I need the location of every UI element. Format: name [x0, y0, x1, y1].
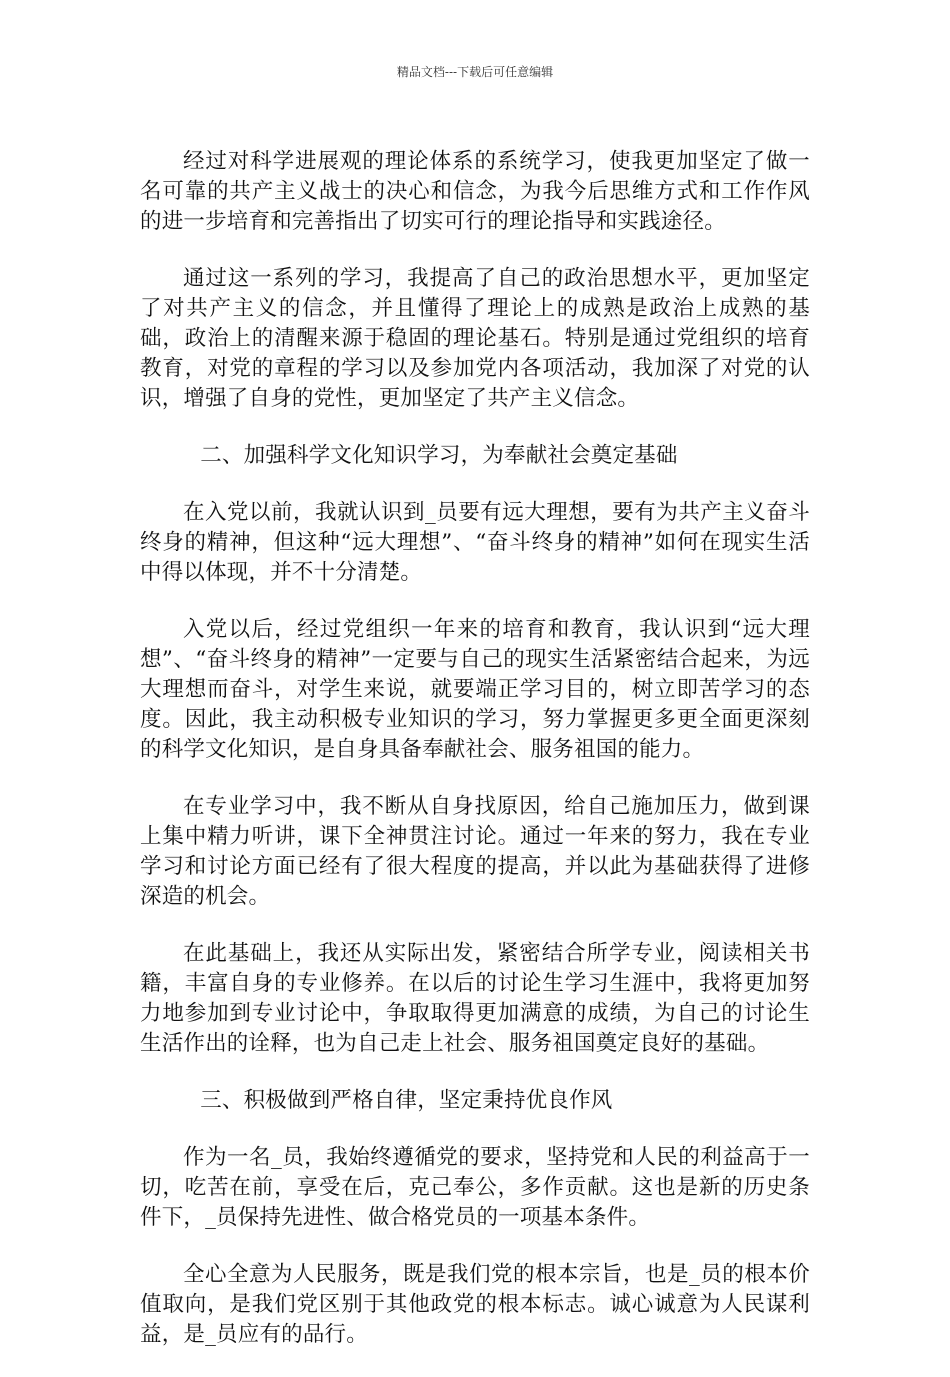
paragraph-3: 在入党以前，我就认识到_员要有远大理想，要有为共产主义奋斗终身的精神，但这种“远大理想”、“奋斗终身的精神”如何在现实生活中得以体现，并不十分清楚。	[140, 500, 810, 585]
paragraph-8: 全心全意为人民服务，既是我们党的根本宗旨，也是_员的根本价值取向，是我们党区别于其他政党的根本标志。诚心诚意为人民谋利益，是_员应有的品行。	[140, 1262, 810, 1347]
document-body	[140, 147, 810, 1377]
paragraph-5: 在专业学习中，我不断从自身找原因，给自己施加压力，做到课上集中精力听讲，课下全神贯注讨论。通过一年来的努力，我在专业学习和讨论方面已经有了很大程度的提高，并以此为基础获得了进修深造的机会。	[140, 794, 810, 909]
paragraph-1: 经过对科学进展观的理论体系的系统学习，使我更加坚定了做一名可靠的共产主义战士的决心和信念，为我今后思维方式和工作作风的进一步培育和完善指出了切实可行的理论指导和实践途径。	[140, 149, 810, 234]
paragraph-4: 入党以后，经过党组织一年来的培育和教育，我认识到“远大理想”、“奋斗终身的精神”一定要与自己的现实生活紧密结合起来，为远大理想而奋斗，对学生来说，就要端正学习目的，树立即苦学习的态度。因此，我主动积极专业知识的学习，努力掌握更多更全面更深刻的科学文化知识，是自身具备奉献社会、服务祖国的能力。	[140, 617, 810, 762]
paragraph-2: 通过这一系列的学习，我提高了自己的政治思想水平，更加坚定了对共产主义的信念，并且懂得了理论上的成熟是政治上成熟的基础，政治上的清醒来源于稳固的理论基石。特别是通过党组织的培育教育，对党的章程的学习以及参加党内各项活动，我加深了对党的认识，增强了自身的党性，更加坚定了共产主义信念。	[140, 266, 810, 411]
paragraph-7: 作为一名_员，我始终遵循党的要求，坚持党和人民的利益高于一切，吃苦在前，享受在后，克己奉公，多作贡献。这也是新的历史条件下，_员保持先进性、做合格党员的一项基本条件。	[140, 1145, 810, 1230]
section-heading-3: 三、积极做到严格自律，坚定秉持优良作风	[200, 1088, 613, 1113]
page-header: 精品文档---下载后可任意编辑	[396, 65, 554, 79]
section-heading-2: 二、加强科学文化知识学习，为奉献社会奠定基础	[200, 443, 678, 468]
paragraph-6: 在此基础上，我还从实际出发，紧密结合所学专业，阅读相关书籍，丰富自身的专业修养。在以后的讨论生学习生涯中，我将更加努力地参加到专业讨论中，争取取得更加满意的成绩，为自己的讨论生生活作出的诠释，也为自己走上社会、服务祖国奠定良好的基础。	[140, 941, 810, 1056]
